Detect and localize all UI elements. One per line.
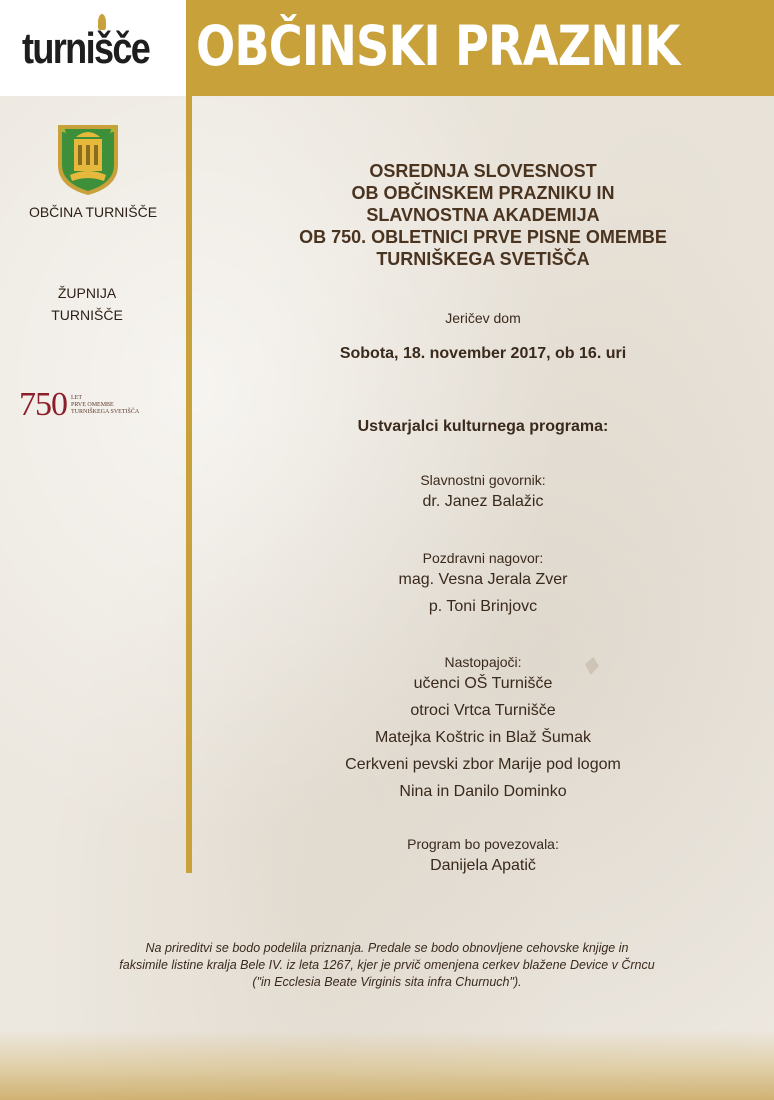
headline-line: TURNIŠKEGA SVETIŠČA — [376, 249, 590, 269]
performers-block — [192, 654, 774, 805]
creators-heading: Ustvarjalci kulturnega programa: — [357, 418, 609, 435]
headline-line: OB 750. OBLETNICI PRVE PISNE OMEMBE — [299, 227, 667, 247]
host-block — [192, 836, 774, 879]
footer-line: Na prireditvi se bodo podelila priznanja. Predale se bodo obnovljene cehovske knjige in — [145, 941, 629, 955]
anniversary-number: 750 — [19, 386, 67, 423]
headline-line: OSREDNJA SLOVESNOST — [369, 161, 597, 181]
greeting-role: Pozdravni nagovor: — [422, 550, 544, 566]
anniversary-text-line: TURNIŠKEGA SVETIŠČA — [71, 408, 140, 415]
parish-line-1: ŽUPNIJA — [57, 285, 117, 301]
speaker-name: dr. Janez Balažic — [422, 493, 544, 510]
speaker-role: Slavnostni govornik: — [420, 472, 546, 488]
event-headline — [192, 160, 774, 270]
footer-note — [0, 940, 774, 991]
performer: Nina in Danilo Dominko — [399, 783, 567, 800]
greeting-name: mag. Vesna Jerala Zver — [398, 571, 568, 588]
greeting-name: p. Toni Brinjovc — [428, 598, 538, 615]
bottom-gold-band — [0, 1030, 774, 1100]
anniversary-logo — [19, 386, 139, 424]
performers-role: Nastopajoči: — [444, 654, 522, 670]
venue: Jeričev dom — [445, 310, 521, 326]
anniversary-text-line: LET — [71, 394, 82, 401]
anniversary-text-line: PRVE OMEMBE — [71, 401, 114, 408]
page-title: OBČINSKI PRAZNIK — [196, 14, 680, 78]
host-role: Program bo povezovala: — [407, 836, 559, 852]
brand-logo: turnišče — [22, 24, 150, 73]
footer-line: ("in Ecclesia Beate Virginis sita infra Churnuch"). — [252, 975, 522, 989]
performer: Cerkveni pevski zbor Marije pod logom — [345, 756, 621, 773]
event-datetime: Sobota, 18. november 2017, ob 16. uri — [339, 345, 627, 362]
greeting-block — [192, 550, 774, 620]
municipality-label: OBČINA TURNIŠČE — [28, 204, 158, 220]
anniversary-text — [71, 395, 139, 416]
performer: otroci Vrtca Turnišče — [410, 702, 556, 719]
parish-line-2: TURNIŠČE — [51, 307, 123, 323]
parish-label — [0, 282, 174, 326]
performer: učenci OŠ Turnišče — [413, 675, 553, 692]
host-name: Danijela Apatič — [430, 857, 536, 874]
footer-line: faksimile listine kralja Bele IV. iz leta 1267, kjer je prvič omenjena cerkev blažene Device v Črncu — [119, 958, 655, 972]
headline-line: SLAVNOSTNA AKADEMIJA — [366, 205, 600, 225]
coat-of-arms-icon — [54, 121, 122, 202]
performer: Matejka Koštric in Blaž Šumak — [374, 729, 592, 746]
headline-line: OB OBČINSKEM PRAZNIKU IN — [351, 183, 615, 203]
speaker-block — [192, 472, 774, 515]
